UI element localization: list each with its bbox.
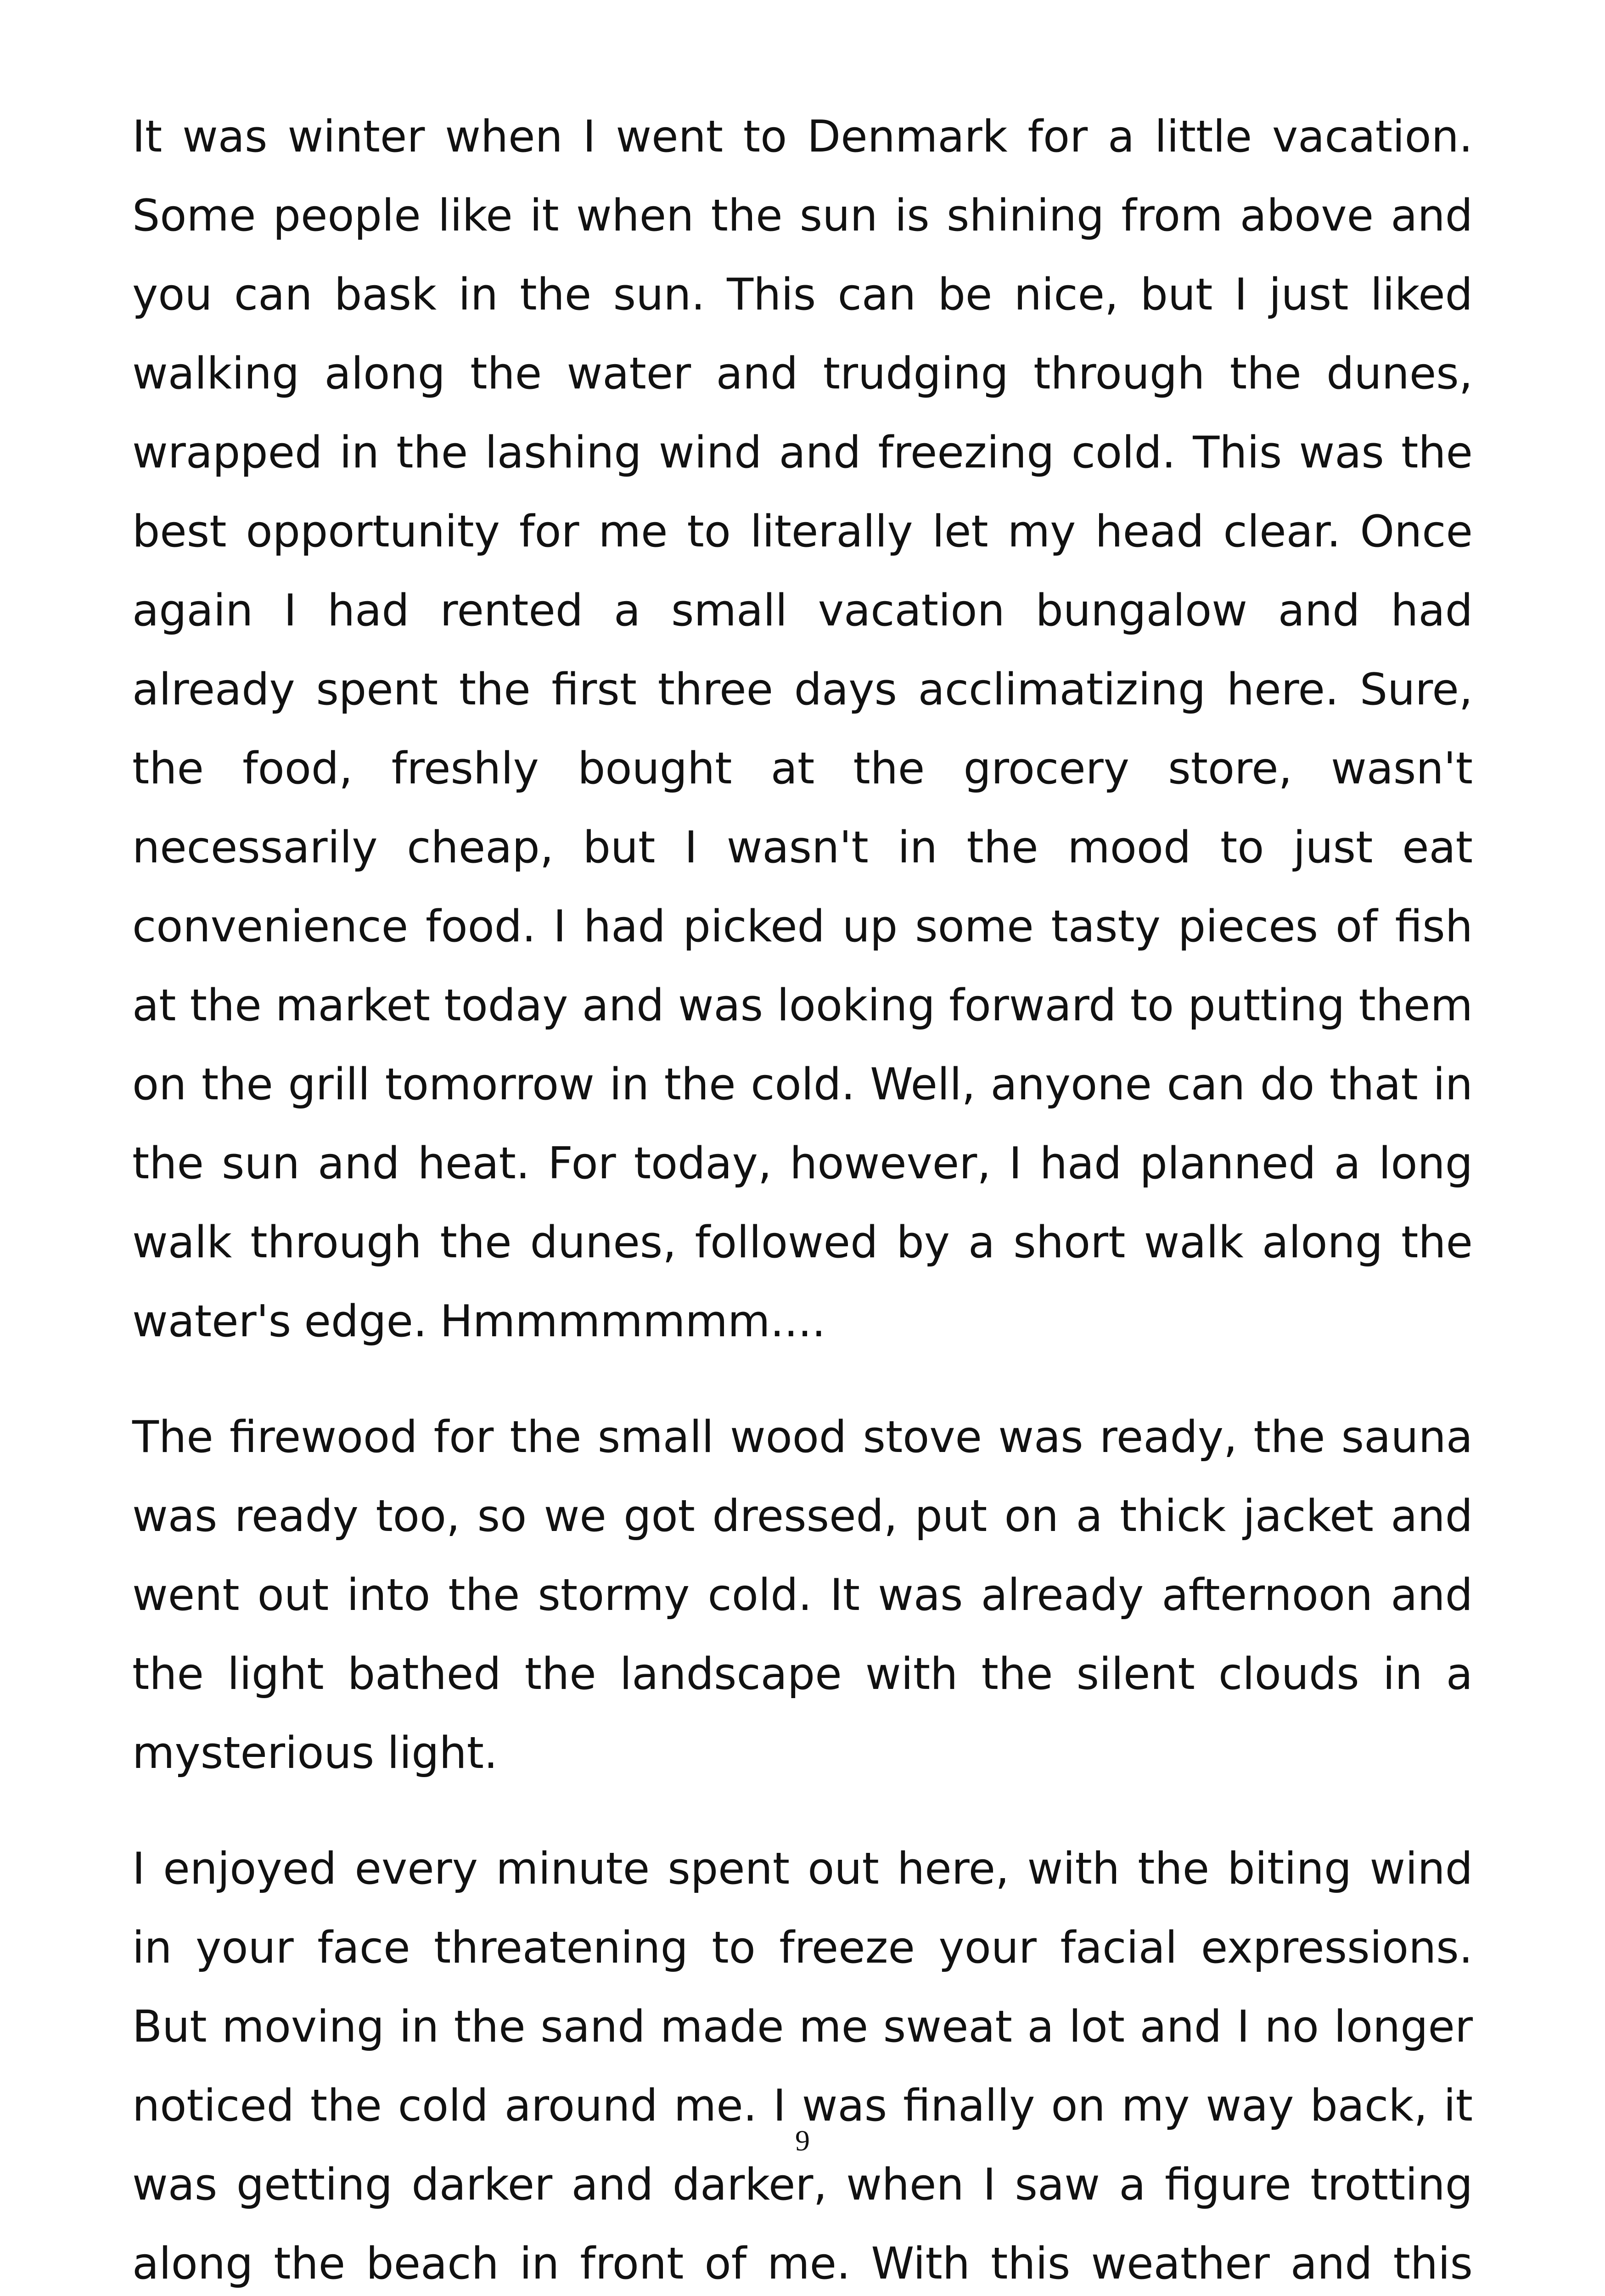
paragraph-1: It was winter when I went to Denmark for a little vacation. Some people like it when the sun is shining from above and you can bask in the sun. This can be nice, but I just liked walking along the water and trudging through the dunes, wrapped in the lashing wind and freezing cold. This was the best opportunity for me to literally let my head clear. Once again I had rented a small vacation bungalow and had already spent the first three days acclimatizing here. Sure, the food, freshly bought at the grocery store, wasn't necessarily cheap, but I wasn't in the mood to just eat convenience food. I had picked up some tasty pieces of fish at the market today and was looking forward to putting them on the grill tomorrow in the cold. Well, anyone can do that in the sun and heat. For today, however, I had planned a long walk through the dunes, followed by a short walk along the water's edge. Hmmmmmmm....: [132, 112, 1473, 1347]
page-number: 9: [795, 2124, 810, 2157]
paragraph-3: I enjoyed every minute spent out here, with the biting wind in your face threatening to freeze your facial expressions. But moving in the sand made me sweat a lot and I no longer noticed the cold around me. I was finally on my way back, it was getting darker and darker, when I saw a figure trotting along the beach in front of me. With this weather and this: [132, 1844, 1473, 2289]
body-text: [132, 97, 1473, 2296]
paragraph-2: The firewood for the small wood stove was ready, the sauna was ready too, so we got dressed, put on a thick jacket and went out into the stormy cold. It was already afternoon and the light bathed the landscape with the silent clouds in a mysterious light.: [132, 1412, 1473, 1778]
